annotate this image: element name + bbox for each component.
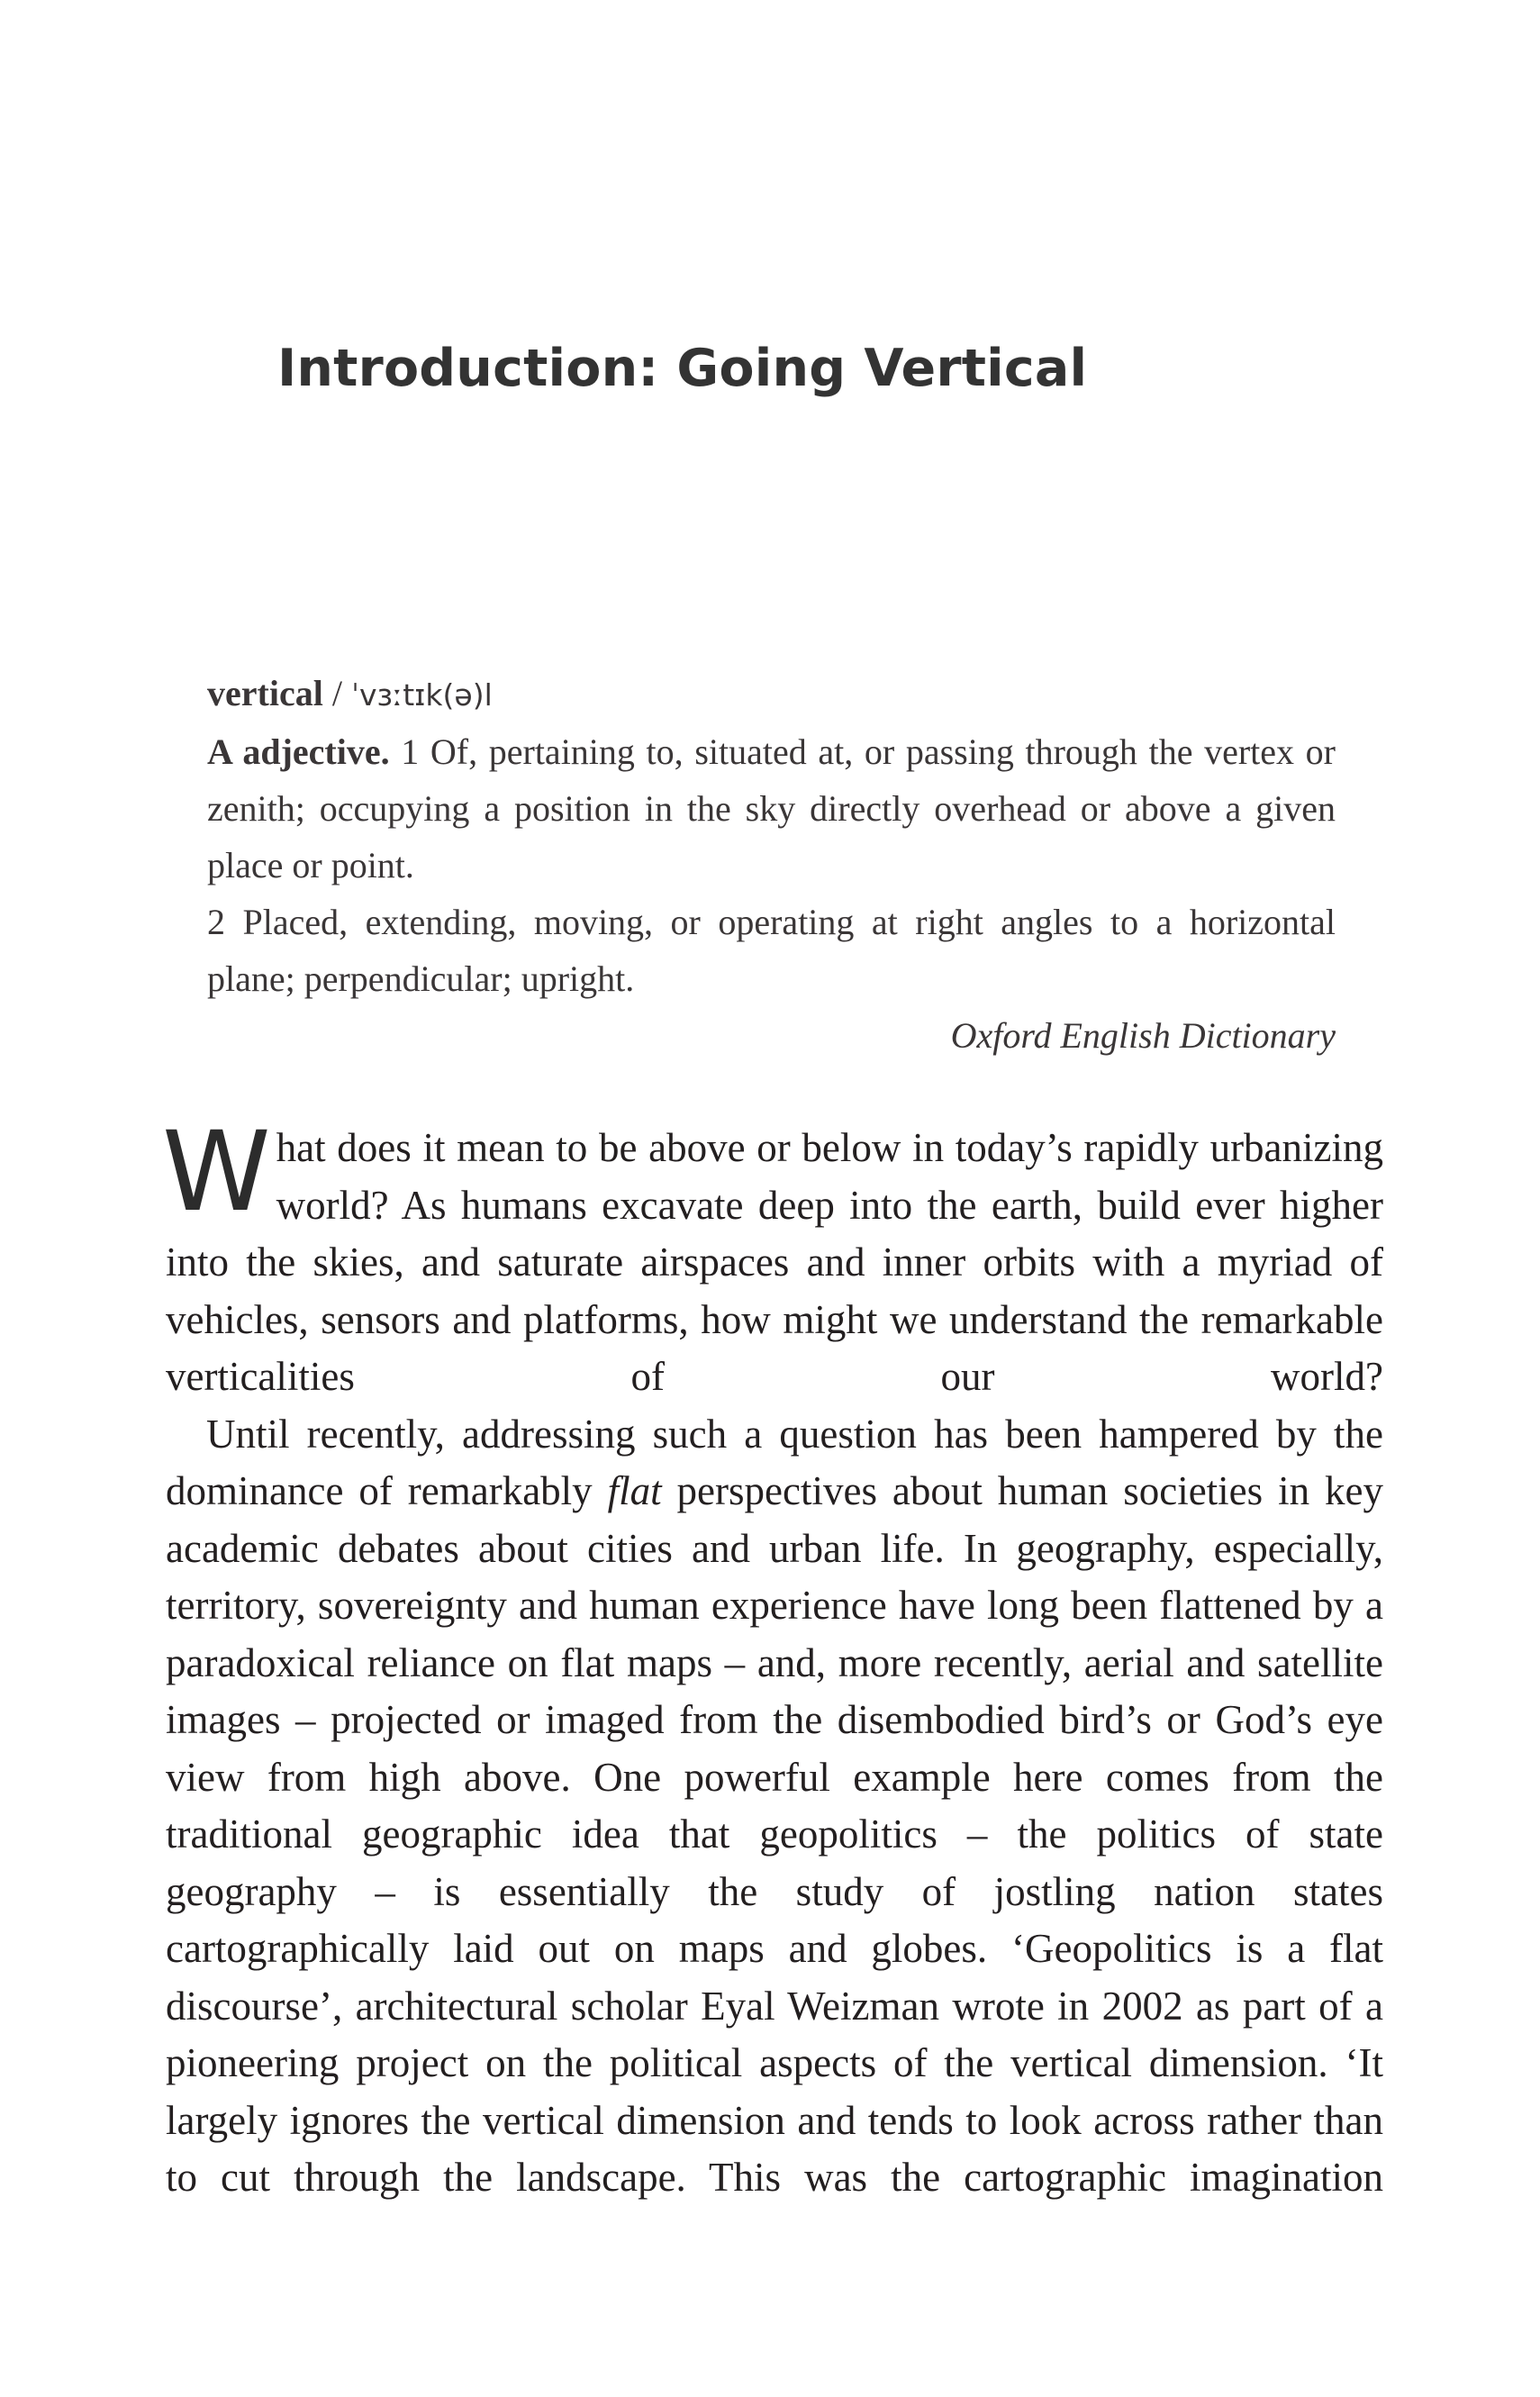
body-text	[162, 1108, 1383, 2207]
sense-label: A adjective.	[207, 731, 390, 772]
definition-headline	[207, 665, 1336, 723]
sense-2-text: Placed, extending, moving, or operating at right angles to a horizontal plane; perpendicular; upright.	[207, 902, 1336, 999]
sense-1-number: 1	[401, 731, 420, 772]
sense-1-text: Of, pertaining to, situated at, or passing through the vertex or zenith; occupying a position in the sky directly overhead or above a given place or point.	[207, 731, 1336, 885]
dictionary-epigraph	[207, 665, 1336, 1064]
paragraph-2-text-start: Until recently, addressing such a question has been hampered by the dominance of remarkably	[166, 1411, 1383, 1513]
paragraph-2-italic-word: flat	[607, 1468, 662, 1513]
headword: vertical	[207, 673, 323, 713]
headword-separator: /	[322, 673, 351, 713]
sense-2-number: 2	[207, 902, 225, 942]
definition-source: Oxford English Dictionary	[950, 1015, 1336, 1056]
drop-cap: W	[162, 1108, 271, 1236]
paragraph-2-text-end: perspectives about human societies in key academic debates about cities and urban life. In geography, especially, territory, sovereignty and human experience have long been flattened by a paradoxical reliance on flat maps – and, more recently, aerial and satellite images – projected or imaged from the disembodied bird’s or God’s eye view from high above. One powerful example here comes from the traditional geographic idea that geopolitics – the politics of state geography – is essentially the study of jostling nation states cartographically laid out on maps and globes. ‘Geopolitics is a flat discourse’, architectural scholar Eyal Weizman wrote in 2002 as part of a pioneering project on the political aspects of the vertical dimension. ‘It largely ignores the vertical dimension and tends to look across rather than to cut through the landscape. This was the cartographic imagination	[166, 1468, 1383, 2200]
paragraph-1-text: hat does it mean to be above or below in today’s rapidly urbanizing world? As humans excavate deep into the earth, build ever higher into the skies, and saturate airspaces and inner orbits with a myriad of vehicles, sensors and platforms, how might we understand the remarkable verticalities of our world?	[166, 1125, 1383, 1399]
paragraph-2	[166, 1406, 1383, 2207]
pronunciation: ˈvɜːtɪk(ə)l	[350, 677, 493, 713]
paragraph-1	[162, 1108, 1383, 1406]
chapter-title: Introduction: Going Vertical	[277, 339, 1088, 398]
definition-sense-2	[207, 894, 1336, 1007]
definition-sense-1	[207, 723, 1336, 894]
